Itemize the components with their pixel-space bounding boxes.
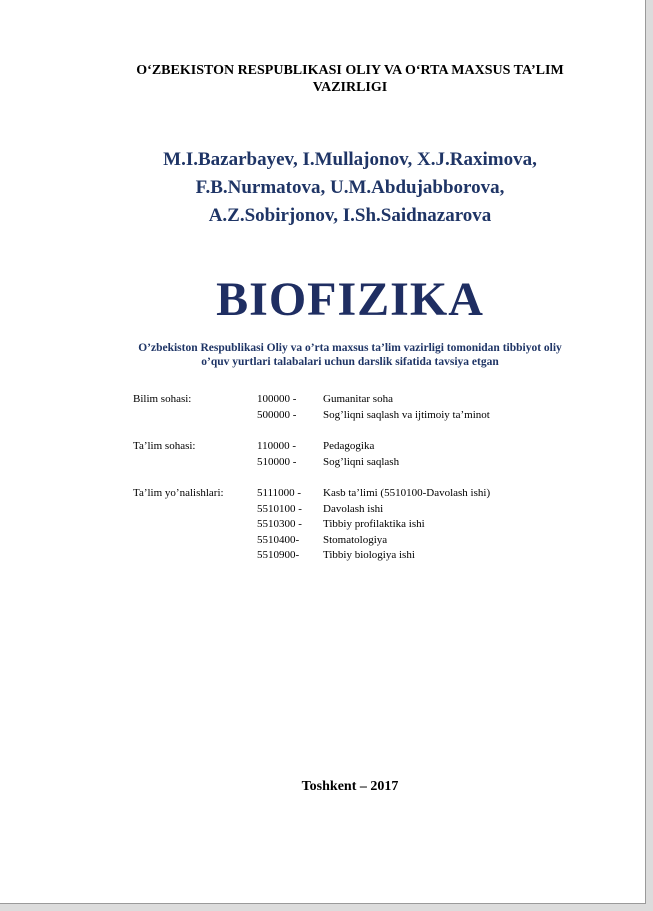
classification-row xyxy=(257,517,490,533)
classification-row xyxy=(257,392,490,408)
authors-line: F.B.Nurmatova, U.M.Abdujabborova, xyxy=(195,177,505,198)
field-name: Gumanitar soha xyxy=(323,393,393,405)
field-name: Davolash ishi xyxy=(323,502,384,515)
classification-group xyxy=(133,392,490,423)
classification-row xyxy=(257,486,490,502)
field-name: Sog’liqni saqlash va ijtimoiy ta’minot xyxy=(323,408,490,421)
code: 500000 - xyxy=(257,408,297,421)
field-name: Tibbiy profilaktika ishi xyxy=(323,518,425,530)
classification-block xyxy=(133,392,490,580)
code: 5510400- xyxy=(257,533,300,546)
ministry-header xyxy=(60,62,640,96)
classification-row xyxy=(257,455,399,471)
authors-line: M.I.Bazarbayev, I.Mullajonov, X.J.Raximova, xyxy=(163,149,537,170)
code: 100000 - xyxy=(257,393,297,405)
code: 5510900- xyxy=(257,549,300,561)
group-label: Ta’lim yo’nalishlari: xyxy=(133,487,224,499)
code: 5510100 - xyxy=(257,502,302,515)
field-name: Kasb ta’limi (5510100-Davolash ishi) xyxy=(323,487,491,499)
classification-row xyxy=(257,502,490,518)
code: 510000 - xyxy=(257,455,297,468)
field-name: Stomatologiya xyxy=(323,533,388,546)
classification-group xyxy=(133,439,490,470)
subtitle-line-1: O’zbekiston Respublikasi Oliy va o’rta maxsus ta’lim vazirligi tomonidan tibbiyot oliy xyxy=(138,342,562,354)
recommendation-subtitle xyxy=(80,341,620,369)
group-label: Ta’lim sohasi: xyxy=(133,440,196,452)
group-items xyxy=(257,392,490,423)
field-name: Pedagogika xyxy=(323,440,375,452)
field-name: Sog’liqni saqlash xyxy=(323,455,400,468)
code: 5510300 - xyxy=(257,518,302,530)
classification-row xyxy=(257,533,490,549)
subtitle-line-2: o’quv yurtlari talabalari uchun darslik sifatida tavsiya etgan xyxy=(201,356,499,368)
code: 5111000 - xyxy=(257,487,302,499)
group-items xyxy=(257,439,399,470)
book-title: BIOFIZIKA xyxy=(216,273,484,326)
ministry-line-2: VAZIRLIGI xyxy=(312,80,388,95)
field-name: Tibbiy biologiya ishi xyxy=(323,549,415,561)
authors-block xyxy=(40,146,653,230)
group-label: Bilim sohasi: xyxy=(133,393,192,405)
place-and-year: Toshkent – 2017 xyxy=(301,779,399,794)
classification-row xyxy=(257,439,399,455)
classification-row xyxy=(257,548,490,564)
classification-row xyxy=(257,408,490,424)
code: 110000 - xyxy=(257,440,297,452)
group-items xyxy=(257,486,490,564)
authors-line: A.Z.Sobirjonov, I.Sh.Saidnazarova xyxy=(208,205,492,226)
classification-group xyxy=(133,486,490,564)
ministry-line-1: O‘ZBEKISTON RESPUBLIKASI OLIY VA O‘RTA MAXSUS TA’LIM xyxy=(136,63,564,78)
